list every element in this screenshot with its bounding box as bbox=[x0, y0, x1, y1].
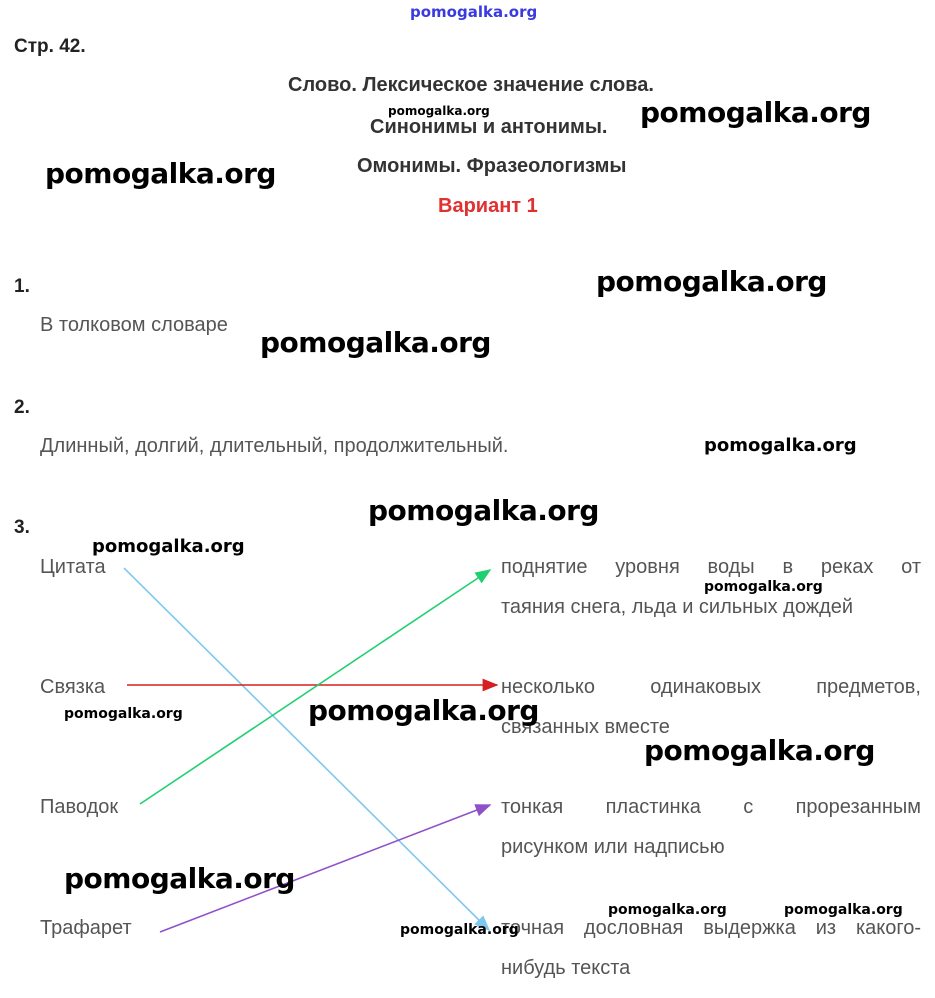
watermark-top: pomogalka.org bbox=[410, 3, 538, 21]
watermark: pomogalka.org bbox=[388, 104, 490, 118]
watermark: pomogalka.org bbox=[400, 922, 519, 938]
watermark: pomogalka.org bbox=[640, 96, 871, 129]
title-line-2: Синонимы и антонимы. bbox=[370, 116, 608, 138]
watermark: pomogalka.org bbox=[64, 706, 183, 722]
watermark: pomogalka.org bbox=[64, 862, 295, 895]
word-citata: Цитата bbox=[40, 556, 106, 578]
task-2-answer: Длинный, долгий, длительный, продолжительный. bbox=[40, 435, 509, 457]
definition-3-line-1: тонкая пластинка с прорезанным bbox=[501, 796, 921, 818]
task-3-number: 3. bbox=[14, 517, 30, 538]
watermark: pomogalka.org bbox=[45, 157, 276, 190]
watermark: pomogalka.org bbox=[608, 902, 727, 918]
watermark: pomogalka.org bbox=[308, 694, 539, 727]
watermark: pomogalka.org bbox=[260, 326, 491, 359]
watermark: pomogalka.org bbox=[784, 902, 903, 918]
arrow-pavodok-to-definition-1 bbox=[140, 570, 490, 804]
title-line-1: Слово. Лексическое значение слова. bbox=[288, 74, 654, 96]
word-trafaret: Трафарет bbox=[40, 917, 132, 939]
watermark: pomogalka.org bbox=[704, 579, 823, 595]
definition-3-line-2: рисунком или надписью bbox=[501, 836, 725, 858]
watermark: pomogalka.org bbox=[704, 435, 857, 456]
watermark: pomogalka.org bbox=[368, 494, 599, 527]
watermark: pomogalka.org bbox=[644, 734, 875, 767]
task-1-answer: В толковом словаре bbox=[40, 314, 228, 336]
variant-label: Вариант 1 bbox=[438, 195, 538, 217]
definition-1-line-1: поднятие уровня воды в реках от bbox=[501, 556, 921, 578]
watermark: pomogalka.org bbox=[596, 265, 827, 298]
definition-4-line-1: точная дословная выдержка из какого- bbox=[501, 917, 921, 939]
definition-4-line-2: нибудь текста bbox=[501, 957, 631, 979]
task-1-number: 1. bbox=[14, 276, 30, 297]
definition-2-line-2: связанных вместе bbox=[501, 716, 670, 738]
word-pavodok: Паводок bbox=[40, 796, 119, 818]
watermark: pomogalka.org bbox=[92, 536, 245, 557]
definition-1-line-2: таяния снега, льда и сильных дождей bbox=[501, 596, 854, 618]
word-svyazka: Связка bbox=[40, 676, 106, 698]
definition-2-line-1: несколько одинаковых предметов, bbox=[501, 676, 921, 698]
task-2-number: 2. bbox=[14, 397, 30, 418]
page-number: Стр. 42. bbox=[14, 36, 86, 57]
title-line-3: Омонимы. Фразеологизмы bbox=[357, 155, 627, 177]
